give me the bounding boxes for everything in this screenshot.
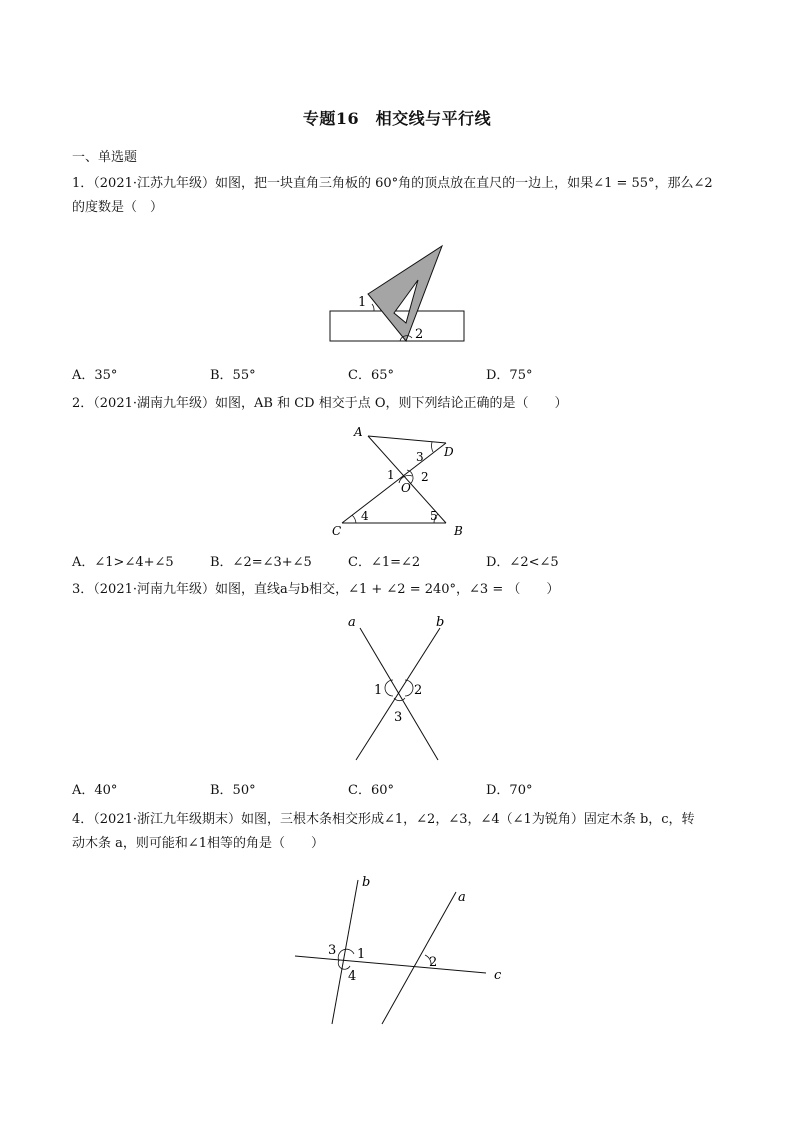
figure-label: 4 bbox=[361, 509, 369, 523]
figure-line bbox=[356, 628, 440, 760]
figure-line bbox=[295, 956, 486, 973]
figure-ruler-triangle bbox=[320, 238, 480, 348]
figure-label: 3 bbox=[394, 710, 403, 725]
angle-arc bbox=[405, 680, 413, 696]
figure-label: A bbox=[354, 425, 363, 439]
question-number: 3． bbox=[72, 582, 94, 597]
angle-arc bbox=[338, 960, 350, 969]
figure-label: 2 bbox=[414, 683, 423, 698]
question-1 bbox=[72, 172, 732, 220]
option-d[interactable]: D．∠2<∠5 bbox=[486, 555, 559, 570]
figure-label: 5 bbox=[430, 509, 438, 523]
question-stem: 如图，AB 和 CD 相交于点 O，则下列结论正确的是（ ） bbox=[215, 396, 568, 411]
figure-intersecting-ab-cd bbox=[320, 418, 480, 542]
figure-label: 4 bbox=[348, 969, 357, 984]
figure-label: b bbox=[362, 875, 371, 890]
option-b[interactable]: B．∠2=∠3+∠5 bbox=[210, 555, 312, 570]
figure-label: c bbox=[494, 968, 502, 983]
question-source: （2021·江苏九年级） bbox=[93, 176, 215, 191]
question-stem-cont: 的度数是（ ） bbox=[72, 200, 164, 215]
question-3 bbox=[72, 578, 732, 602]
question-stem: 如图，直线a与b相交，∠1 + ∠2 = 240°，∠3 = （ ） bbox=[215, 582, 560, 597]
question-stem-cont: 动木条 a，则可能和∠1相等的角是（ ） bbox=[72, 836, 325, 851]
figure-label: B bbox=[454, 524, 463, 538]
page-title: 专题16 相交线与平行线 bbox=[302, 109, 492, 128]
figure-label: C bbox=[332, 524, 342, 538]
question-number: 2． bbox=[72, 396, 94, 411]
option-a[interactable]: A．∠1>∠4+∠5 bbox=[72, 555, 174, 570]
option-b[interactable]: B．50° bbox=[210, 783, 256, 798]
figure-label: D bbox=[444, 445, 454, 459]
figure-label: 1 bbox=[357, 947, 366, 962]
options-q1 bbox=[72, 364, 732, 384]
options-q3 bbox=[72, 779, 732, 799]
question-stem: 如图，把一块直角三角板的 60°角的顶点放在直尺的一边上，如果∠1 = 55°，那么∠2 bbox=[215, 176, 713, 191]
figure-label: a bbox=[348, 615, 356, 630]
question-source: （2021·河南九年级） bbox=[93, 582, 215, 597]
option-d[interactable]: D．70° bbox=[486, 783, 533, 798]
figure-label: a bbox=[458, 890, 466, 905]
figure-line bbox=[382, 892, 456, 1024]
figure-label: b bbox=[436, 615, 445, 630]
question-stem: 如图，三根木条相交形成∠1，∠2，∠3，∠4（∠1为锐角）固定木条 b，c，转 bbox=[241, 812, 695, 827]
figure-label: 3 bbox=[416, 450, 424, 464]
option-b[interactable]: B．55° bbox=[210, 368, 256, 383]
figure-crossing-lines-ab bbox=[330, 610, 470, 770]
angle-arc bbox=[432, 442, 433, 452]
label-2: 2 bbox=[415, 327, 424, 342]
figure-label: 3 bbox=[328, 943, 337, 958]
angle-arc bbox=[352, 515, 356, 523]
option-c[interactable]: C．∠1=∠2 bbox=[348, 555, 421, 570]
option-c[interactable]: C．65° bbox=[348, 368, 394, 383]
option-d[interactable]: D．75° bbox=[486, 368, 533, 383]
angle-arc bbox=[338, 949, 354, 961]
figure-label: 1 bbox=[387, 468, 395, 482]
question-number: 1． bbox=[72, 176, 94, 191]
figure-label: O bbox=[401, 481, 411, 495]
option-a[interactable]: A．35° bbox=[72, 368, 118, 383]
question-2 bbox=[72, 392, 732, 416]
figure-three-sticks bbox=[290, 870, 520, 1030]
label-1: 1 bbox=[358, 295, 367, 310]
figure-label: 2 bbox=[421, 470, 429, 484]
question-4 bbox=[72, 808, 732, 856]
figure-line bbox=[368, 436, 446, 443]
angle-1-arc bbox=[372, 304, 374, 311]
question-number: 4． bbox=[72, 812, 94, 827]
section-heading: 一、单选题 bbox=[72, 150, 138, 165]
question-source: （2021·浙江九年级期末） bbox=[93, 812, 241, 827]
question-source: （2021·湖南九年级） bbox=[93, 396, 215, 411]
figure-label: 2 bbox=[429, 955, 438, 970]
option-c[interactable]: C．60° bbox=[348, 783, 394, 798]
figure-label: 1 bbox=[374, 683, 383, 698]
option-a[interactable]: A．40° bbox=[72, 783, 118, 798]
figure-line bbox=[360, 628, 438, 760]
options-q2 bbox=[72, 551, 732, 571]
